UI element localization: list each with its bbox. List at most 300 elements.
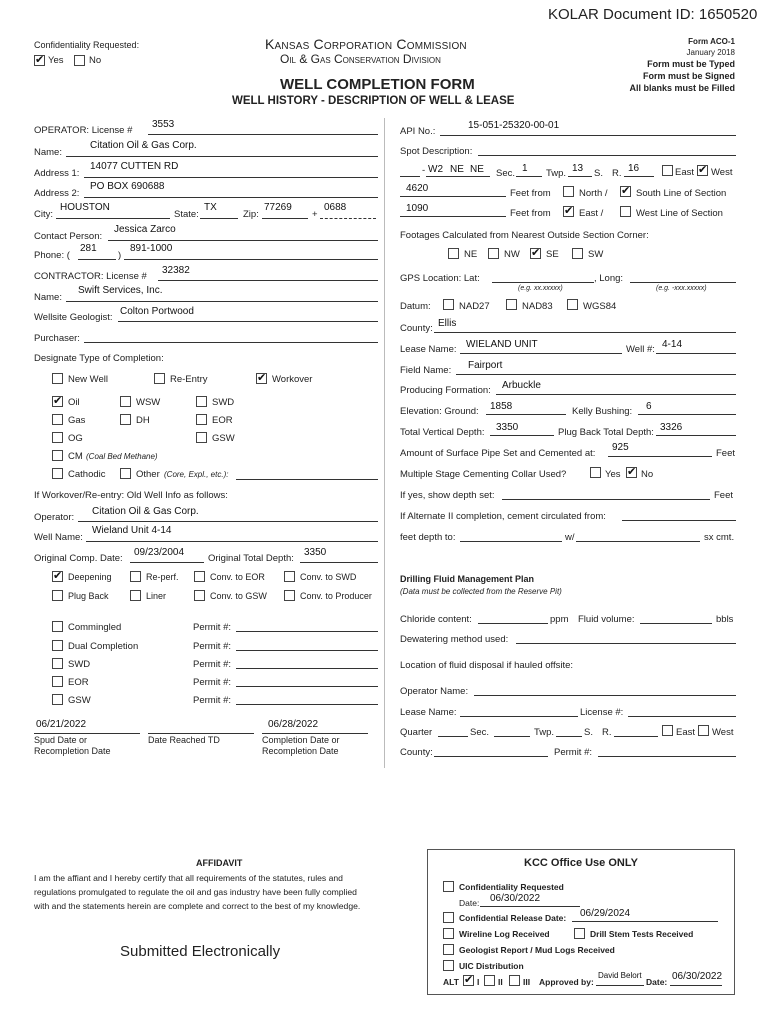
kcc-conf-release-value[interactable]: 06/29/2024 — [580, 908, 631, 919]
old-operator-label: Operator: — [34, 512, 75, 523]
address1-value[interactable]: 14077 CUTTEN RD — [90, 161, 179, 172]
disposal-west-label: West — [712, 727, 734, 738]
re-entry-label: Re-Entry — [170, 374, 208, 385]
address1-label: Address 1: — [34, 168, 80, 179]
plug-back-checkbox[interactable] — [52, 590, 63, 601]
permit-label-eor: Permit #: — [193, 677, 232, 688]
zip-label: Zip: — [243, 209, 259, 220]
permit-field-commingled[interactable] — [236, 631, 378, 632]
geologist-line — [118, 321, 378, 322]
twp-line — [568, 176, 592, 177]
kcc-date-line — [480, 906, 580, 907]
disposal-permit-label: Permit #: — [554, 747, 593, 758]
kcc-uic-checkbox[interactable] — [443, 960, 454, 971]
conv-gsw-checkbox[interactable] — [194, 590, 205, 601]
west-checkbox[interactable] — [697, 165, 708, 176]
city-value[interactable]: HOUSTON — [60, 202, 110, 213]
eor-checkbox[interactable] — [196, 414, 207, 425]
plug-back-label: Plug Back — [68, 591, 109, 601]
phone-label: Phone: ( — [34, 250, 70, 261]
old-operator-line — [78, 521, 378, 522]
wgs84-label: WGS84 — [583, 301, 617, 312]
kcc-title: KCC Office Use ONLY — [524, 857, 638, 869]
swd-permit-checkbox[interactable] — [52, 658, 63, 669]
other-checkbox[interactable] — [120, 468, 131, 479]
range-value[interactable]: 16 — [628, 163, 640, 174]
orig-comp-date-value[interactable]: 09/23/2004 — [134, 547, 185, 558]
note-signed: Form must be Signed — [642, 71, 735, 81]
west-line-label: West Line of Section — [636, 208, 723, 219]
kcc-geologist-report-checkbox[interactable] — [443, 944, 454, 955]
total-vertical-depth-line — [490, 435, 554, 436]
re-perf-label: Re-perf. — [146, 572, 179, 582]
disposal-lease-field[interactable] — [460, 716, 578, 717]
kcc-date-label: Date: — [459, 898, 480, 908]
alt-ii-label: If Alternate II completion, cement circulated from: — [400, 511, 606, 522]
workover-label: Workover — [272, 374, 313, 385]
dh-checkbox[interactable] — [120, 414, 131, 425]
note-filled: All blanks must be Filled — [629, 83, 735, 93]
address2-label: Address 2: — [34, 188, 80, 199]
commingled-label: Commingled — [68, 622, 122, 633]
well-number-value[interactable]: 4-14 — [662, 339, 683, 350]
address2-line — [84, 197, 378, 198]
note-typed: Form must be Typed — [647, 59, 735, 69]
long-hint: (e.g. -xxx.xxxxx) — [656, 285, 707, 292]
confidentiality-no-label: No — [89, 55, 102, 66]
chloride-label: Chloride content: — [400, 614, 472, 625]
lease-name-value[interactable]: WIELAND UNIT — [466, 339, 538, 350]
surface-pipe-line — [608, 456, 712, 457]
phone-value[interactable]: 891-1000 — [130, 243, 173, 254]
disposal-twp-field[interactable] — [556, 736, 582, 737]
disposal-permit-field[interactable] — [598, 756, 736, 757]
east-line-checkbox[interactable] — [563, 206, 574, 217]
disposal-east-label: East — [676, 727, 696, 738]
fluid-volume-label: Fluid volume: — [578, 614, 635, 625]
state-line — [200, 218, 238, 219]
disposal-operator-field[interactable] — [474, 695, 736, 696]
east-line-label: East / — [579, 208, 604, 219]
if-yes-feet: Feet — [714, 490, 734, 501]
contractor-license-label: CONTRACTOR: License # — [34, 271, 147, 282]
operator-name-value[interactable]: Citation Oil & Gas Corp. — [90, 140, 197, 151]
fluid-volume-field[interactable] — [640, 623, 712, 624]
feet-depth-to-field[interactable] — [460, 541, 562, 542]
spud-date-line — [34, 733, 140, 734]
contractor-name-value[interactable]: Swift Services, Inc. — [78, 285, 163, 296]
conv-producer-label: Conv. to Producer — [300, 591, 372, 601]
orig-depth-line — [300, 562, 378, 563]
kcc-alt-ii-label: II — [498, 977, 503, 987]
sec-line — [516, 176, 542, 177]
swd-permit-label: SWD — [68, 659, 91, 670]
purchaser-field[interactable] — [84, 342, 378, 343]
zip4-line — [320, 218, 376, 219]
spud-date-label: Spud Date or — [34, 735, 88, 745]
other-field[interactable] — [236, 479, 378, 480]
multi-stage-yes-label: Yes — [605, 469, 621, 480]
deepening-label: Deepening — [68, 572, 112, 582]
workover-checkbox[interactable] — [256, 373, 267, 384]
chloride-field[interactable] — [478, 623, 548, 624]
corner-sw-checkbox[interactable] — [572, 248, 583, 259]
wgs84-checkbox[interactable] — [567, 299, 578, 310]
wsw-checkbox[interactable] — [120, 396, 131, 407]
contractor-name-label: Name: — [34, 292, 62, 303]
kcc-date2-label: Date: — [646, 977, 668, 987]
spud-date-label-2: Recompletion Date — [34, 746, 111, 756]
county-value[interactable]: Ellis — [438, 318, 457, 329]
plug-back-depth-value[interactable]: 3326 — [660, 422, 683, 433]
gps-lat-label: GPS Location: Lat: — [400, 273, 480, 284]
column-divider — [384, 118, 385, 768]
disposal-lease-label: Lease Name: — [400, 707, 457, 718]
fluid-disposal-label: Location of fluid disposal if hauled offsite: — [400, 660, 574, 671]
feet-ns-value[interactable]: 4620 — [406, 183, 429, 194]
nad83-checkbox[interactable] — [506, 299, 517, 310]
conv-eor-checkbox[interactable] — [194, 571, 205, 582]
kcc-alt-iii-checkbox[interactable] — [509, 975, 520, 986]
phone-line — [124, 259, 378, 260]
north-label: North / — [579, 188, 608, 199]
disposal-west-checkbox[interactable] — [698, 725, 709, 736]
kelly-bushing-value[interactable]: 6 — [646, 401, 652, 412]
permit-field-eor[interactable] — [236, 686, 378, 687]
re-perf-checkbox[interactable] — [130, 571, 141, 582]
oil-label: Oil — [68, 397, 80, 408]
producing-formation-value[interactable]: Arbuckle — [502, 380, 541, 391]
lease-name-line — [460, 353, 622, 354]
form-date: January 2018 — [686, 48, 735, 57]
eor-permit-label: EOR — [68, 677, 89, 688]
datum-label: Datum: — [400, 301, 431, 312]
kelly-bushing-label: Kelly Bushing: — [572, 406, 633, 417]
api-line — [440, 135, 736, 136]
city-line — [56, 218, 170, 219]
gsw-permit-label: GSW — [68, 695, 91, 706]
completion-date-value[interactable]: 06/28/2022 — [268, 719, 319, 730]
corner-ne-label: NE — [464, 249, 478, 260]
total-vertical-depth-value[interactable]: 3350 — [496, 422, 519, 433]
kcc-approved-by-label: Approved by: — [539, 977, 594, 987]
confidentiality-yes-label: Yes — [48, 55, 64, 66]
deepening-checkbox[interactable] — [52, 571, 63, 582]
zip-value[interactable]: 77269 — [264, 202, 292, 213]
conv-eor-label: Conv. to EOR — [210, 572, 265, 582]
new-well-label: New Well — [68, 374, 108, 385]
geologist-value[interactable]: Colton Portwood — [120, 306, 194, 317]
elevation-label: Elevation: Ground: — [400, 406, 479, 417]
north-checkbox[interactable] — [563, 186, 574, 197]
submitted-electronically: Submitted Electronically — [120, 943, 281, 960]
corner-ne-checkbox[interactable] — [448, 248, 459, 259]
operator-license-line — [148, 134, 378, 135]
east-label: East — [675, 167, 695, 178]
kcc-alt-i-checkbox[interactable] — [463, 975, 474, 986]
kcc-wireline-label: Wireline Log Received — [459, 929, 550, 939]
well-name-label: Well Name: — [34, 532, 83, 543]
workover-info-label: If Workover/Re-entry: Old Well Info as follows: — [34, 490, 228, 501]
wsw-label: WSW — [136, 397, 161, 408]
confidentiality-no-checkbox[interactable] — [74, 55, 85, 66]
kcc-conf-release-line — [572, 921, 718, 922]
re-entry-checkbox[interactable] — [154, 373, 165, 384]
kcc-conf-release-checkbox[interactable] — [443, 912, 454, 923]
contractor-license-line — [158, 280, 378, 281]
gps-long-label: , Long: — [594, 273, 624, 284]
affidavit-line-1: I am the affiant and I hereby certify that all requirements of the statutes, rules and — [34, 873, 343, 883]
kelly-bushing-line — [638, 414, 736, 415]
operator-license-label: OPERATOR: License # — [34, 125, 133, 136]
swd-checkbox[interactable] — [196, 396, 207, 407]
spud-date-value[interactable]: 06/21/2022 — [36, 719, 87, 730]
if-yes-depth-label: If yes, show depth set: — [400, 490, 495, 501]
new-well-checkbox[interactable] — [52, 373, 63, 384]
nad27-checkbox[interactable] — [443, 299, 454, 310]
county-label: County: — [400, 323, 433, 334]
form-title: WELL COMPLETION FORM — [280, 76, 475, 93]
producing-formation-label: Producing Formation: — [400, 385, 491, 396]
s-label: S. — [594, 168, 603, 179]
spot-description-field[interactable] — [478, 155, 736, 156]
disposal-r-label: R. — [602, 727, 612, 738]
confidentiality-label: Confidentiality Requested: — [34, 40, 140, 50]
disposal-county-label: County: — [400, 747, 433, 758]
kcc-date2-value[interactable]: 06/30/2022 — [672, 971, 723, 982]
feet-ew-value[interactable]: 1090 — [406, 203, 429, 214]
spot-quarters-line — [426, 176, 490, 177]
address2-value[interactable]: PO BOX 690688 — [90, 181, 165, 192]
purchaser-label: Purchaser: — [34, 333, 80, 344]
gsw-checkbox[interactable] — [196, 432, 207, 443]
gsw-permit-checkbox[interactable] — [52, 694, 63, 705]
dual-completion-checkbox[interactable] — [52, 640, 63, 651]
disposal-license-label: License #: — [580, 707, 624, 718]
contact-label: Contact Person: — [34, 231, 103, 242]
spot-w2[interactable]: W2 — [428, 164, 443, 175]
south-line-label: South Line of Section — [636, 188, 727, 199]
surface-pipe-label: Amount of Surface Pipe Set and Cemented at: — [400, 448, 596, 459]
api-label: API No.: — [400, 126, 436, 137]
ppm-label: ppm — [550, 614, 569, 625]
swd-label: SWD — [212, 397, 235, 408]
gps-long-field[interactable] — [630, 282, 736, 283]
eor-permit-checkbox[interactable] — [52, 676, 63, 687]
eor-label: EOR — [212, 415, 233, 426]
west-line-checkbox[interactable] — [620, 206, 631, 217]
disposal-license-field[interactable] — [628, 716, 736, 717]
sx-cmt-field[interactable] — [576, 541, 700, 542]
drilling-fluid-note: (Data must be collected from the Reserve Pit) — [400, 587, 562, 596]
confidentiality-yes-checkbox[interactable] — [34, 55, 45, 66]
r-label: R. — [612, 168, 622, 179]
kcc-alt-iii-label: III — [523, 977, 531, 987]
address1-line — [84, 177, 378, 178]
feet-ns-line — [400, 196, 506, 197]
feet-depth-to-label: feet depth to: — [400, 532, 456, 543]
og-checkbox[interactable] — [52, 432, 63, 443]
zip-plus-sign: + — [312, 209, 318, 220]
kcc-approved-by-value[interactable]: David Belort — [598, 971, 642, 980]
conv-gsw-label: Conv. to GSW — [210, 591, 267, 601]
kcc-date2-line — [670, 985, 722, 986]
well-name-value[interactable]: Wieland Unit 4-14 — [92, 525, 172, 536]
zip4-value[interactable]: 0688 — [324, 202, 347, 213]
disposal-twp-label: Twp. — [534, 727, 555, 738]
operator-license-value[interactable]: 3553 — [152, 119, 175, 130]
kcc-wireline-checkbox[interactable] — [443, 928, 454, 939]
city-label: City: — [34, 209, 53, 220]
disposal-range-field[interactable] — [614, 736, 658, 737]
total-vertical-depth-label: Total Vertical Depth: — [400, 427, 485, 438]
dewatering-field[interactable] — [516, 643, 736, 644]
nad83-label: NAD83 — [522, 301, 553, 312]
plug-back-depth-label: Plug Back Total Depth: — [558, 427, 654, 438]
other-label: Other — [136, 469, 160, 480]
surface-pipe-value[interactable]: 925 — [612, 442, 629, 453]
corner-se-label: SE — [546, 249, 559, 260]
disposal-county-field[interactable] — [434, 756, 548, 757]
commingled-checkbox[interactable] — [52, 621, 63, 632]
contractor-name-line — [66, 301, 378, 302]
kcc-dst-label: Drill Stem Tests Received — [590, 929, 694, 939]
state-value[interactable]: TX — [204, 202, 217, 213]
contact-value[interactable]: Jessica Zarco — [114, 224, 176, 235]
cathodic-label: Cathodic — [68, 469, 106, 480]
affidavit-line-2: regulations promulgated to regulate the oil and gas industry have been fully complied — [34, 887, 357, 897]
producing-formation-line — [496, 394, 736, 395]
liner-checkbox[interactable] — [130, 590, 141, 601]
reached-td-field[interactable] — [148, 733, 254, 734]
state-label: State: — [174, 209, 199, 220]
feet-from-ew-label: Feet from — [510, 208, 551, 219]
kcc-geologist-report-label: Geologist Report / Mud Logs Received — [459, 945, 615, 955]
og-label: OG — [68, 433, 83, 444]
lat-hint: (e.g. xx.xxxxx) — [518, 285, 563, 292]
orig-comp-date-label: Original Comp. Date: — [34, 553, 123, 564]
cathodic-checkbox[interactable] — [52, 468, 63, 479]
sec-value[interactable]: 1 — [522, 163, 528, 174]
kcc-alt-ii-checkbox[interactable] — [484, 975, 495, 986]
completion-date-label: Completion Date or — [262, 735, 340, 745]
field-name-label: Field Name: — [400, 365, 452, 376]
well-number-label: Well #: — [626, 344, 655, 355]
phone-area-value[interactable]: 281 — [80, 243, 97, 254]
other-note: (Core, Expl., etc.): — [164, 470, 229, 479]
disposal-east-checkbox[interactable] — [662, 725, 673, 736]
south-checkbox[interactable] — [620, 186, 631, 197]
corner-se-checkbox[interactable] — [530, 248, 541, 259]
kcc-conf-requested-label: Confidentiality Requested — [459, 882, 564, 892]
quarter-label: Quarter — [400, 727, 433, 738]
operator-name-label: Name: — [34, 147, 62, 158]
conv-swd-label: Conv. to SWD — [300, 572, 357, 582]
geologist-label: Wellsite Geologist: — [34, 312, 113, 323]
multi-stage-label: Multiple Stage Cementing Collar Used? — [400, 469, 567, 480]
dual-completion-label: Dual Completion — [68, 641, 139, 652]
form-subtitle: WELL HISTORY - DESCRIPTION OF WELL & LEASE — [232, 95, 515, 107]
plug-back-depth-line — [656, 435, 736, 436]
disposal-s-label: S. — [584, 727, 593, 738]
gps-lat-field[interactable] — [492, 282, 594, 283]
alt-ii-field[interactable] — [622, 520, 736, 521]
gas-label: Gas — [68, 415, 86, 426]
w-label: w/ — [565, 532, 575, 543]
east-checkbox[interactable] — [662, 165, 673, 176]
corner-nw-label: NW — [504, 249, 520, 260]
orig-comp-date-line — [130, 562, 204, 563]
kcc-date-value[interactable]: 06/30/2022 — [490, 893, 541, 904]
orig-depth-value[interactable]: 3350 — [304, 547, 327, 558]
spot-dash: - — [422, 165, 426, 176]
feet-from-ns-label: Feet from — [510, 188, 551, 199]
permit-field-dual[interactable] — [236, 650, 378, 651]
conv-producer-checkbox[interactable] — [284, 590, 295, 601]
old-operator-value[interactable]: Citation Oil & Gas Corp. — [92, 506, 199, 517]
agency-name: Kansas Corporation Commission — [265, 36, 467, 52]
spot-ne-2[interactable]: NE — [470, 164, 484, 175]
corner-nw-checkbox[interactable] — [488, 248, 499, 259]
feet-ew-line — [400, 216, 506, 217]
api-value[interactable]: 15-051-25320-00-01 — [468, 120, 560, 131]
well-name-line — [86, 541, 378, 542]
agency-division: Oil & Gas Conservation Division — [280, 52, 441, 66]
multi-stage-yes-checkbox[interactable] — [590, 467, 601, 478]
drilling-fluid-title: Drilling Fluid Management Plan — [400, 574, 535, 584]
kcc-conf-release-label: Confidential Release Date: — [459, 913, 567, 923]
conv-swd-checkbox[interactable] — [284, 571, 295, 582]
spot-ne-1[interactable]: NE — [450, 164, 464, 175]
quarter-field[interactable] — [438, 736, 468, 737]
west-label: West — [711, 167, 733, 178]
multi-stage-no-label: No — [641, 469, 654, 480]
cm-checkbox[interactable] — [52, 450, 63, 461]
gsw-label: GSW — [212, 433, 235, 444]
kcc-conf-requested-checkbox[interactable] — [443, 881, 454, 892]
zip-line — [262, 218, 308, 219]
orig-depth-label: Original Total Depth: — [208, 553, 294, 564]
dh-label: DH — [136, 415, 150, 426]
kcc-dst-checkbox[interactable] — [574, 928, 585, 939]
completion-date-line — [262, 733, 368, 734]
twp-value[interactable]: 13 — [572, 163, 584, 174]
field-name-value[interactable]: Fairport — [468, 360, 503, 371]
affidavit-line-3: with and the statements herein are complete and correct to the best of my knowledge. — [34, 901, 361, 911]
dewatering-label: Dewatering method used: — [400, 634, 509, 645]
form-number: Form ACO-1 — [688, 37, 735, 46]
contractor-license-value[interactable]: 32382 — [162, 265, 190, 276]
elevation-ground-value[interactable]: 1858 — [490, 401, 513, 412]
permit-field-swd[interactable] — [236, 668, 378, 669]
spot-description-label: Spot Description: — [400, 146, 473, 157]
if-yes-depth-field[interactable] — [502, 499, 710, 500]
disposal-sec-field[interactable] — [494, 736, 530, 737]
footages-label: Footages Calculated from Nearest Outside Section Corner: — [400, 230, 649, 241]
phone-close-paren: ) — [118, 250, 122, 261]
kcc-alt-i-label: I — [477, 977, 480, 987]
kcc-alt-label: ALT — [443, 977, 459, 987]
well-number-line — [656, 353, 736, 354]
gas-checkbox[interactable] — [52, 414, 63, 425]
cm-note: (Coal Bed Methane) — [86, 452, 158, 461]
cm-label: CM — [68, 451, 83, 462]
permit-field-gsw[interactable] — [236, 704, 378, 705]
oil-checkbox[interactable] — [52, 396, 63, 407]
multi-stage-no-checkbox[interactable] — [626, 467, 637, 478]
nad27-label: NAD27 — [459, 301, 490, 312]
range-line — [624, 176, 654, 177]
